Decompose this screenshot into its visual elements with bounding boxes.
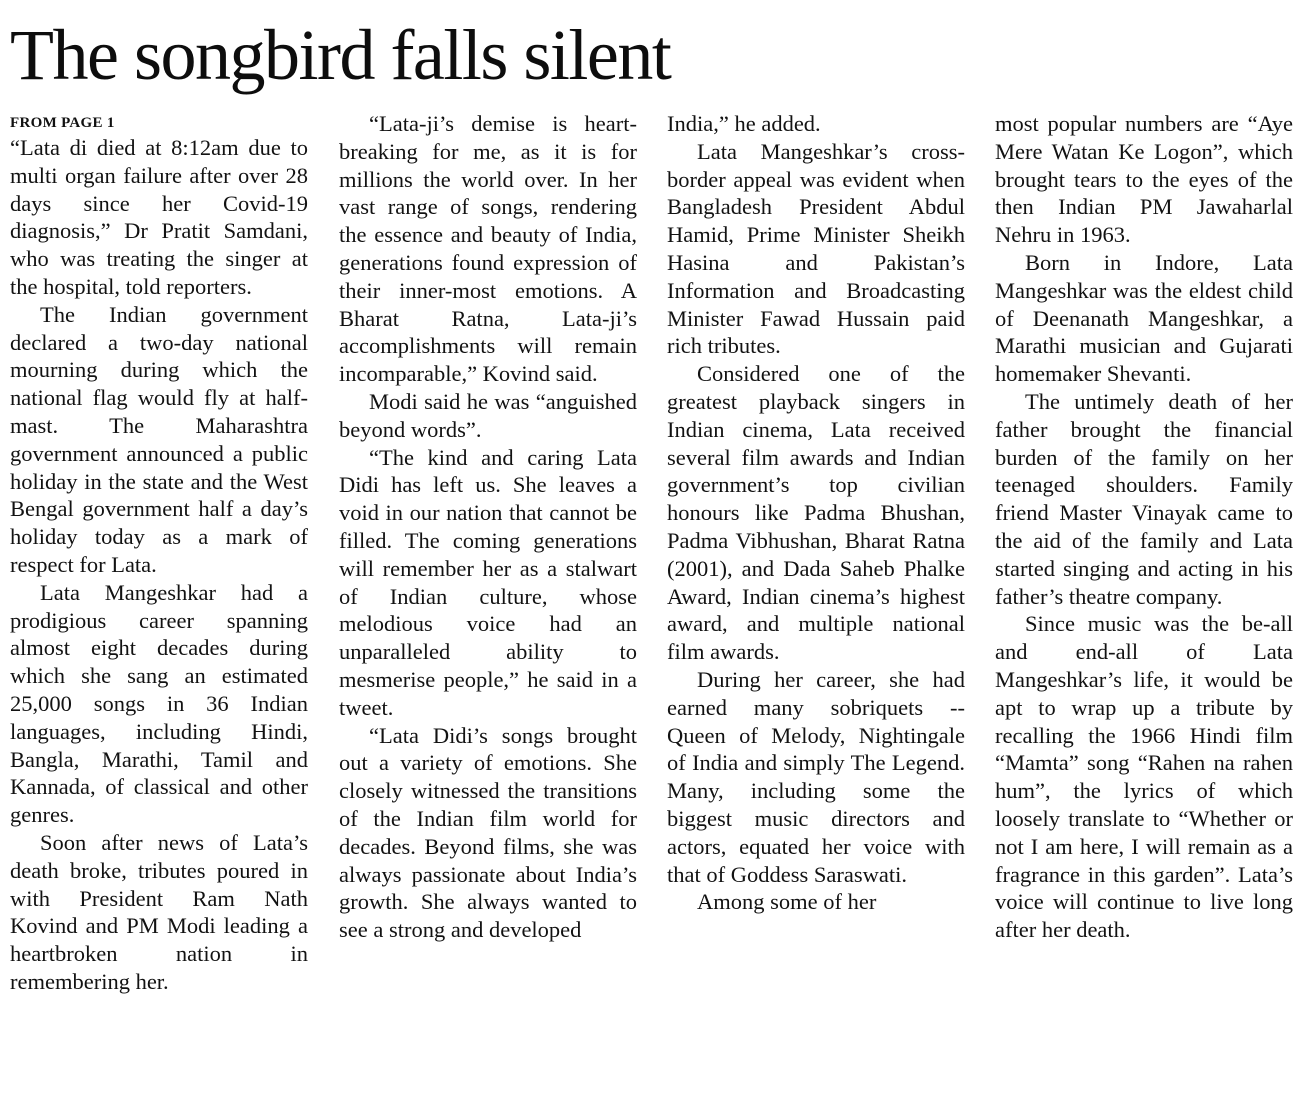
paragraph: “Lata di died at 8:12am due to multi organ failure after over 28 days since her Covid-19 diagnosis,” Dr Pratit Samdani, who was treating the singer at the hospital, told reporters.	[10, 135, 308, 299]
article-column-1	[10, 110, 308, 996]
paragraph: most popular numbers are “Aye Mere Watan Ke Logon”, which brought tears to the eyes of the then Indian PM Jawaharlal Nehru in 1963.	[995, 111, 1293, 248]
paragraph: Lata Mangeshkar had a prodigious career spanning almost eight decades during which she sang an estimated 25,000 songs in 36 Indian languages, including Hindi, Bangla, Marathi, Tamil and Kannada, of classical and other genres.	[10, 579, 308, 828]
paragraph: Since music was the be-all and end-all of Lata Mangeshkar’s life, it would be apt to wrap up a tribute by recalling the 1966 Hindi film “Mamta” song “Rahen na rahen hum”, the lyrics of which loosely translate to “Whether or not I am here, I will remain as a fragrance in this garden”. Lata’s voice will continue to live long after her death.	[995, 611, 1293, 943]
paragraph: The Indian government declared a two-day national mourning during which the national flag would fly at half-mast. The Maharashtra government announced a public holiday in the state and the West Bengal government half a day’s holiday today as a mark of respect for Lata.	[10, 301, 308, 577]
paragraph: “Lata Didi’s songs brought out a variety of emotions. She closely witnessed the transitions of the Indian film world for decades. Beyond films, she was always passionate about India’s growth. She always wanted to see a strong and developed	[339, 722, 637, 943]
paragraph: Born in Indore, Lata Mangeshkar was the eldest child of Deenanath Mangeshkar, a Marathi musician and Gujarati homemaker Shevanti.	[995, 249, 1293, 387]
paragraph: Among some of her	[697, 889, 877, 915]
paragraph: During her career, she had earned many sobriquets -- Queen of Melody, Nightingale of India and simply The Legend. Many, including some the biggest music directors and actors, equated her voice with that of Goddess Saraswati.	[667, 666, 965, 887]
paragraph: The untimely death of her father brought the financial burden of the family on her teenaged shoulders. Family friend Master Vinayak came to the aid of the family and Lata started singing and acting in his father’s theatre company.	[995, 388, 1293, 609]
continuation-kicker: FROM PAGE 1	[10, 115, 115, 131]
paragraph: Considered one of the greatest playback singers in Indian cinema, Lata received several film awards and Indian government’s top civilian honours like Padma Bhushan, Padma Vibhushan, Bharat Ratna (2001), and Dada Saheb Phalke Award, Indian cinema’s highest award, and multiple national film awards.	[667, 361, 965, 665]
paragraph: Modi said he was “anguished beyond words”.	[339, 388, 637, 442]
article-column-3	[667, 110, 965, 916]
paragraph: Lata Mangeshkar’s cross-border appeal was evident when Bangladesh President Abdul Hamid, Prime Minister Sheikh Hasina and Pakistan’s Information and Broadcasting Minister Fawad Hussain paid rich tributes.	[667, 138, 965, 359]
paragraph: “Lata-ji’s demise is heart-breaking for me, as it is for millions the world over. In her vast range of songs, rendering the essence and beauty of India, generations found expression of their inner-most emotions. A Bharat Ratna, Lata-ji’s accomplishments will remain incomparable,” Kovind said.	[339, 111, 637, 387]
paragraph: Soon after news of Lata’s death broke, tributes poured in with President Ram Nath Kovind and PM Modi leading a heartbroken nation in remembering her.	[10, 829, 308, 994]
paragraph: “The kind and caring Lata Didi has left us. She leaves a void in our nation that cannot be filled. The coming generations will remember her as a stalwart of Indian culture, whose melodious voice had an unparalleled ability to mesmerise people,” he said in a tweet.	[339, 444, 637, 720]
paragraph: India,” he added.	[667, 111, 821, 136]
article-column-2	[339, 110, 637, 944]
article-column-4	[995, 110, 1293, 944]
article-headline: The songbird falls silent	[10, 15, 671, 95]
